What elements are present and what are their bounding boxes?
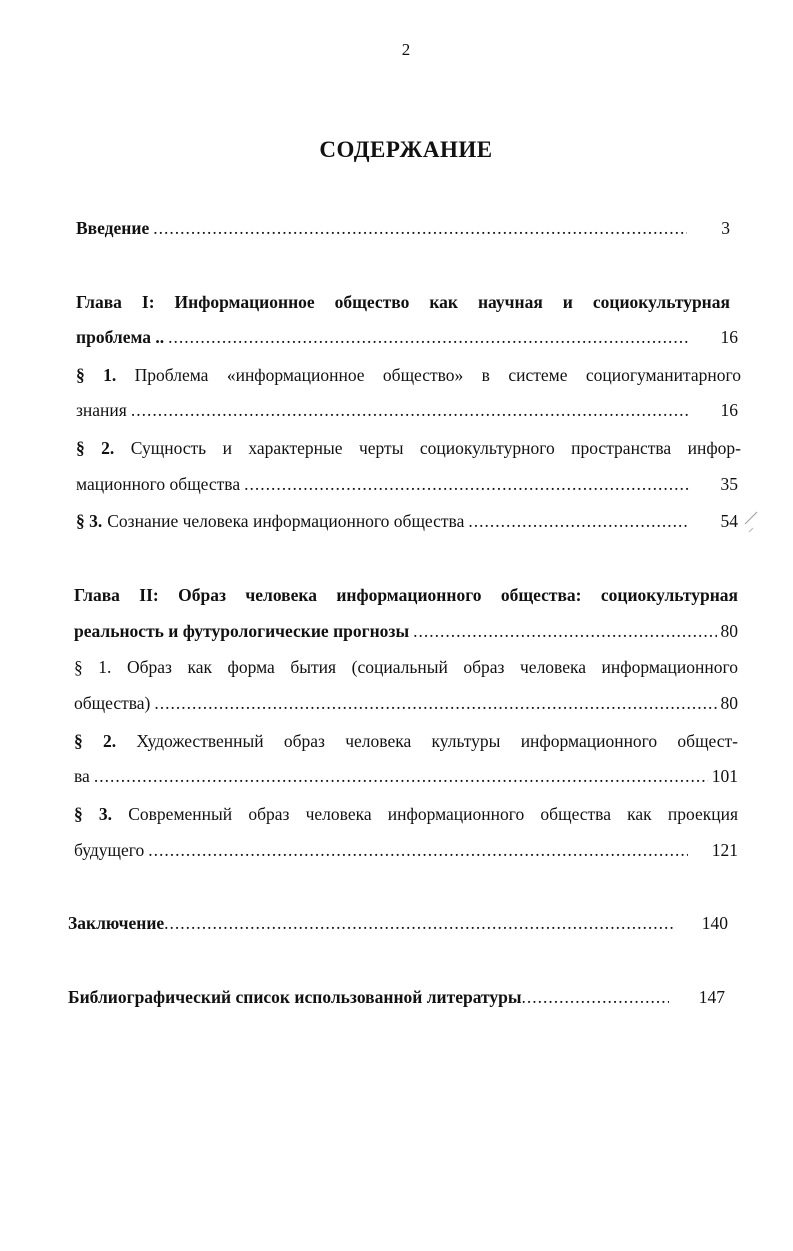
toc-entry-chapter2-section3[interactable]: будущего ..... 121 [74,839,738,861]
toc-entry-conclusion[interactable] [68,912,728,934]
dot-leader [131,399,689,421]
conclusion-page: 140 [701,913,728,933]
section-marker: § 3. [76,511,103,531]
toc-entry-chapter1-section3[interactable]: § 3. Сознание человека информационного общества ..... 54 [76,510,738,532]
dot-leader [168,326,688,348]
chapter1-heading[interactable]: Глава I: Информационное общество как научная и социокультурная [76,292,730,312]
bibliography-page: 147 [698,987,725,1007]
chapter2-page: 80 [720,621,738,641]
chapter2-section1-line1[interactable]: § 1. Образ как форма бытия (социальный образ человека информационного [74,657,739,677]
section-marker: § 3. [74,804,113,824]
chapter1-section2-line1[interactable]: § 2. Сущность и характерные черты социокультурного пространства инфор- [76,438,741,458]
toc-entry-chapter2-section1[interactable]: общества) ..... 80 [74,692,738,714]
chapter1-section1-page: 16 [720,400,738,420]
page-title: СОДЕРЖАНИЕ [319,137,493,162]
toc-entry-chapter1-section1[interactable]: знания ..... 16 [76,399,738,421]
chapter2-section1-page: 80 [720,693,738,713]
dot-leader [153,217,687,239]
dot-leader [468,510,688,532]
introduction-page: 3 [721,218,730,238]
chapter1-page: 16 [720,327,738,347]
conclusion-label: Заключение [68,913,165,933]
toc-entry-chapter1[interactable] [76,326,738,348]
bibliography-label: Библиографический список использованной литературы [68,987,522,1007]
chapter2-section2-page: 101 [711,766,738,786]
chapter1-section1-line1[interactable]: § 1. Проблема «информационное общество» в системе социогуманитарного [76,365,741,385]
dot-leader [164,912,676,934]
dot-leader [413,620,716,642]
chapter2-section3-page: 121 [711,840,738,860]
chapter1-section3-page: 54 [720,511,738,531]
page-number: 2 [401,40,411,59]
toc-entry-chapter2-section2[interactable]: ва ..... 101 [74,765,738,787]
section-marker: § 2. [76,438,115,458]
chapter2-heading-continued: реальность и футурологические прогнозы [74,621,410,641]
dot-leader [94,765,708,787]
toc-entry-chapter2[interactable] [74,620,738,642]
introduction-label: Введение [76,218,150,238]
chapter2-heading[interactable]: Глава II: Образ человека информационного общества: социокультурная [74,585,738,605]
toc-entry-bibliography[interactable] [68,986,725,1008]
pencil-mark-icon [743,506,761,536]
section-marker: § 1. [74,657,112,677]
chapter1-heading-continued: проблема .. [76,327,165,347]
chapter2-section3-line1[interactable]: § 3. Современный образ человека информационного общества как проекция [74,804,738,824]
section-marker: § 1. [76,365,117,385]
dot-leader [148,839,687,861]
toc-entry-chapter1-section2[interactable]: мационного общества ..... 35 [76,473,738,495]
toc-entry-introduction[interactable] [76,217,730,239]
dot-leader [244,473,688,495]
chapter2-section2-line1[interactable]: § 2. Художественный образ человека культуры информационного общест- [74,731,739,751]
chapter1-section2-page: 35 [720,474,738,494]
section-marker: § 2. [74,731,117,751]
dot-leader [154,692,716,714]
dot-leader [522,986,669,1008]
